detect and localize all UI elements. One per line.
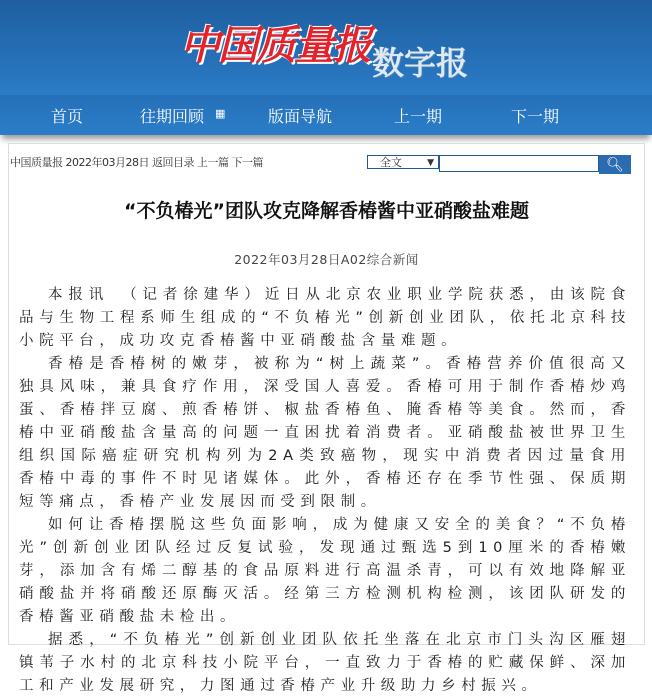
newspaper-logo: 中国质量报 <box>180 22 370 69</box>
main-nav <box>0 95 652 135</box>
article-title: “不负椿光”团队攻克降解香椿酱中亚硝酸盐难题 <box>124 200 529 222</box>
nav-home[interactable]: 首页 <box>51 106 84 126</box>
digital-edition-label: 数字报 <box>372 44 469 82</box>
calendar-icon[interactable]: ▦ <box>215 107 226 120</box>
breadcrumb <box>10 154 263 170</box>
search-icon: 🔍︎ <box>606 156 624 173</box>
nav-page-navigation[interactable]: 版面导航 <box>268 106 333 126</box>
nav-archive[interactable]: 往期回顾 <box>140 106 205 126</box>
search-scope-select[interactable] <box>367 155 439 169</box>
article-toolbar <box>9 150 644 172</box>
search-button[interactable] <box>599 155 631 174</box>
article-panel <box>8 143 645 694</box>
previous-article-link[interactable]: 上一篇 <box>197 156 229 169</box>
paragraph: 如何让香椿摆脱这些负面影响，成为健康又安全的美食？“不负椿光”创新创业团队经过反复试验，发现通过甄选5到10厘米的香椿嫩芽，添加含有烯二醇基的食品原料进行高温杀青，可以有效地降解亚硝酸盐并将硝酸还原酶灭活。经第三方检测机构检测，该团队研发的香椿酱亚硝酸盐未检出。 <box>19 517 631 625</box>
masthead <box>0 0 652 95</box>
issue-date: 2022年03月28日 <box>65 156 149 169</box>
paragraph: 据悉，“不负椿光”创新创业团队依托坐落在北京市门头沟区雁翅镇苇子水村的北京科技小院平台，一直致力于香椿的贮藏保鲜、深加工和产业发展研究，力图通过香椿产业升级助力乡村振兴。 <box>19 632 631 694</box>
paragraph: 本报讯 （记者徐建华）近日从北京农业职业学院获悉，由该院食品与生物工程系师生组成的“不负椿光”创新创业团队，依托北京科技小院平台，成功攻克香椿酱中亚硝酸盐含量难题。 <box>19 287 631 349</box>
nav-previous-issue[interactable]: 上一期 <box>394 106 443 126</box>
nav-next-issue[interactable]: 下一期 <box>511 106 560 126</box>
chevron-down-icon: ▼ <box>427 158 434 168</box>
search-input[interactable] <box>439 155 599 172</box>
back-to-contents-link[interactable]: 返回目录 <box>152 156 194 169</box>
article-dateline: 2022年03月28日A02综合新闻 <box>234 252 419 267</box>
paragraph: 香椿是香椿树的嫩芽，被称为“树上蔬菜”。香椿营养价值很高又独具风味，兼具食疗作用，深受国人喜爱。香椿可用于制作香椿炒鸡蛋、香椿拌豆腐、煎香椿饼、椒盐香椿鱼、腌香椿等美食。然而，香椿中亚硝酸盐含量高的问题一直困扰着消费者。亚硝酸盐被世界卫生组织国际癌症研究机构列为2A类致癌物，现实中消费者因过量食用香椿中毒的事件不时见诸媒体。此外，香椿还存在季节性强、保质期短等痛点，香椿产业发展因而受到限制。 <box>19 356 631 510</box>
article-body <box>19 284 631 698</box>
next-article-link[interactable]: 下一篇 <box>231 156 263 169</box>
paper-name: 中国质量报 <box>10 156 63 169</box>
search-scope-value: 全文 <box>380 156 402 169</box>
